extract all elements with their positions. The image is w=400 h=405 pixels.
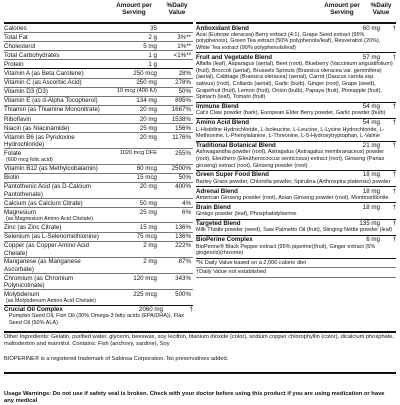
daily-value-header: %Daily Value (166, 2, 188, 17)
other-ingredients: Other Ingredients: Gelatin, purified water, glycerin, beeswax, soy lecithin, titanium dioxide (color), sodium copper chlorophyllin (color), dicalcium phosphate, maltodextrin and mannitol. Contains: Fish (anchovy, sardine), Soy (4, 334, 395, 348)
nutrient-amount: 20 mg (139, 115, 157, 123)
nutrient-row (4, 233, 193, 242)
blend-ingredients: Ginkgo powder (leaf), Phosphatidylserine (196, 211, 297, 218)
blend-name: Amino Acid Blend (196, 119, 250, 127)
nutrient-amount: 1020 mcg DFE (119, 149, 157, 156)
nutrient-daily-value: 1538% (171, 115, 191, 123)
nutrient-name (4, 223, 111, 231)
proprietary-blend (196, 187, 396, 203)
nutrient-daily-value: 255% (175, 149, 191, 157)
nutrient-amount: 20 mg (139, 106, 157, 114)
nutrient-label: Vitamin D3 (D3) (4, 88, 48, 96)
nutrient-label: Zinc (as Zinc Citrate) (4, 224, 62, 231)
blend-ingredients: Ashwagandha powder (root), Astragalus (Astragalus membranaceus) powder (root), Eleuthero (Eleutherococcus senticosus) extract (root), Ginseng (Panax ginseng) extract (root), Ginseng powder (root) (196, 149, 385, 169)
nutrient-amount: 25 mg (139, 124, 157, 132)
nutrient-amount: 250 mg (136, 79, 157, 87)
blend-amount: 54 mg (362, 103, 380, 111)
nutrient-daily-value: 500% (175, 290, 191, 298)
nutrient-amount: 225 mcg (133, 290, 157, 298)
nutrient-daily-value: 1667% (171, 106, 191, 114)
nutrient-name (4, 24, 111, 32)
nutrient-row (4, 106, 193, 115)
blend-dv: † (392, 236, 396, 244)
nutrient-daily-value: 87% (178, 258, 191, 266)
blend-dv: † (392, 24, 396, 32)
blend-amount: 57 mg (362, 53, 380, 61)
blend-dv: † (392, 53, 396, 61)
nutrient-amount: 2 mg (143, 242, 157, 250)
proprietary-blend (196, 171, 396, 187)
blend-name: Antioxidant Blend (196, 24, 249, 32)
blend-ingredients: Acai (Euterpe oleracea) Berry extract (4:1), Grape Seed extract (95% polyphenols), Green Tea extract (50% polyphenols/leaf), Resveratrol (20%), White Tea extract (90% polyphenols/leaf) (196, 31, 381, 51)
nutrient-label: Selenium (as L-Selenomethionine) (4, 233, 99, 241)
nutrient-row (4, 274, 193, 290)
nutrient-name (4, 290, 111, 304)
nutrient-row (4, 183, 193, 199)
nutrient-label: Copper (as Copper Amino Acid Chelate) (4, 242, 89, 257)
nutrient-label: Molybdenum (4, 290, 40, 298)
nutrient-name (4, 69, 111, 77)
nutrient-row (4, 97, 193, 106)
nutrient-amount: 250 mcg (133, 70, 157, 78)
nutrient-subtext: (as Molybdenum Amino Acid Chelate) (6, 298, 96, 305)
blend-ingredients: Cat's Claw powder (bark), European Elder Berry powder, Garlic powder (bulb) (196, 110, 386, 117)
nutrient-amount: 35 (150, 24, 157, 32)
nutrient-daily-value: 3%** (177, 33, 191, 41)
nutrient-amount: 1 g (148, 51, 157, 59)
proprietary-blend (196, 142, 396, 171)
nutrient-daily-value: 222% (175, 242, 191, 250)
proprietary-blend (196, 103, 396, 119)
nutrient-amount: 1 g (148, 60, 157, 68)
nutrient-amount: 20 mg (139, 183, 157, 191)
blend-amount: 54 mg (362, 119, 380, 127)
nutrient-label: Folate (4, 149, 22, 157)
blend-dv: † (392, 187, 396, 195)
nutrient-amount: 10 mcg (400 IU) (116, 88, 157, 95)
nutrient-daily-value (157, 24, 193, 25)
blend-amount: 2060 mg (138, 306, 163, 314)
nutrient-name (4, 183, 111, 198)
blend-name: Adrenal Blend (196, 187, 238, 195)
nutrient-label: Chromium (as Chromium Polynicotinate) (4, 274, 74, 289)
nutrient-row (4, 165, 193, 174)
nutrient-daily-value: 1%** (177, 42, 191, 50)
nutrient-row (4, 88, 193, 97)
left-column (4, 0, 193, 327)
proprietary-blend (196, 236, 396, 259)
right-header (196, 0, 396, 24)
nutrient-label: Total Fat (4, 33, 28, 41)
left-header (4, 0, 193, 24)
nutrient-amount: 50 mg (139, 199, 157, 207)
nutrient-name (4, 33, 111, 41)
footnote-not-established: †Daily Value not established (196, 268, 396, 278)
nutrient-label: Vitamin E (as d-Alpha Tocopherol) (4, 97, 98, 105)
blend-ingredients: American Ginseng powder (root), Asian Ginseng powder (root), Montmorillonite (196, 194, 389, 201)
nutrient-name (4, 199, 111, 207)
footnote-daily-value: *% Daily Value based on a 2,000 calorie diet (196, 259, 396, 269)
blend-ingredients: Alfalfa (leaf), Asparagus (aerial), Beet (root), Blueberry (Vaccinium angustifolium) (fruit), Broccoli (aerial), Brussels Sprouts (Brassica oleracea var. gemmifera) (aerial), Cabbage (Brassica oleracea) (aerial), Carrot (Daucus carota ssp. sativus) (root), Collards (aerial), Garlic (bulb), Ginger (root), Grape (seed), Grapefruit (fruit), Lemon (fruit), Onion (bulb), Papaya (fruit), Pineapple (fruit), Spinach (leaf), Tomato (fruit) (196, 61, 393, 101)
nutrient-amount: 120 mcg (133, 274, 157, 282)
nutrient-daily-value: 1176% (172, 133, 191, 141)
nutrient-row (4, 208, 193, 223)
blend-name: BioPerine Complex (196, 236, 253, 244)
nutrient-amount: 15 mg (139, 224, 157, 231)
nutrient-row (4, 42, 193, 51)
nutrient-label: Vitamin A (as Beta Carotene) (4, 70, 84, 78)
nutrient-amount: 60 mcg (136, 165, 157, 173)
nutrient-row (4, 223, 193, 232)
blend-dv: † (189, 306, 193, 314)
blend-dv: † (392, 142, 396, 150)
blend-ingredients: Barley Grass powder, Chlorella powder, Spirulina (Arthrospira platensis) powder (196, 178, 391, 185)
nutrient-name (4, 60, 111, 68)
nutrient-row (4, 258, 193, 274)
blend-ingredients: L-Histidine Hydrochloride, L-Isoleucine, L-Leucine, L-Lysine Hydrochloride, L-Methionine, L-Phenylalanine, L-Threonine, L-5-Hydroxytryptophan, L-Valine (196, 126, 385, 140)
nutrient-row (4, 24, 193, 33)
divider (4, 331, 396, 333)
blend-name: Traditional Botanical Blend (196, 142, 276, 150)
blend-name: Brain Blend (196, 203, 231, 211)
blend-dv: † (392, 171, 396, 179)
proprietary-blend (196, 203, 396, 219)
nutrient-label: Calories (4, 24, 27, 32)
nutrient-amount: 75 mcg (136, 233, 157, 241)
nutrient-row (4, 60, 193, 69)
nutrient-daily-value: <1%** (173, 51, 191, 59)
nutrient-amount: 2 mg (143, 258, 157, 266)
nutrient-name (4, 242, 111, 257)
nutrient-name (4, 51, 111, 59)
amount-per-serving-header: Amount per Serving (324, 2, 360, 17)
nutrient-label: Pantothenic Acid (as D-Calcium Pantothenate) (4, 183, 92, 198)
nutrient-row (4, 149, 193, 164)
nutrient-name (4, 88, 97, 96)
nutrient-name (4, 133, 111, 148)
nutrient-name (4, 106, 111, 114)
nutrient-amount: 20 mg (139, 133, 157, 141)
nutrient-label: Total Carbohydrates (4, 51, 60, 59)
blend-name: Targeted Blend (196, 220, 241, 228)
blend-amount: 6 mg (366, 236, 380, 244)
divider (4, 372, 396, 374)
nutrient-name (4, 274, 111, 289)
crucial-oil-complex (4, 306, 193, 328)
nutrient-daily-value: 136% (175, 224, 191, 231)
blend-amount: 135 mg (359, 220, 380, 228)
nutrient-amount: 15 mcg (136, 174, 157, 182)
nutrient-label: Niacin (as Niacinamide) (4, 124, 70, 132)
nutrient-daily-value: 2500% (171, 165, 191, 173)
proprietary-blend (196, 24, 396, 53)
nutrient-subtext: (600 mcg folic acid) (6, 157, 53, 164)
nutrient-label: Vitamin B6 (as Pyridoxine Hydrochloride) (4, 133, 75, 149)
nutrient-label: Riboflavin (4, 115, 32, 123)
nutrient-amount: 134 mg (136, 97, 157, 105)
right-column (196, 0, 396, 278)
nutrient-row (4, 174, 193, 183)
nutrient-daily-value: 278% (175, 79, 191, 87)
blend-list (196, 24, 396, 259)
nutrient-row (4, 290, 193, 305)
blend-ingredients: Pumpkin Seed Oil, Fish Oil (30% Omega-3 fatty acids (EPA/DHA)), Flax Seed Oil (50% ALA) (9, 313, 185, 326)
nutrient-label: Vitamin B12 (as Methylcobalamin) (4, 165, 98, 173)
proprietary-blend (196, 53, 396, 102)
blend-dv: † (392, 220, 396, 228)
nutrient-label: Vitamin C (as Ascorbic Acid) (4, 79, 82, 87)
nutrient-row (4, 242, 193, 258)
blend-name: Immune Blend (196, 103, 239, 111)
nutrient-name (4, 42, 111, 50)
nutrient-name (4, 124, 111, 132)
blend-name: Fruit and Vegetable Blend (196, 53, 272, 61)
blend-amount: 18 mg (362, 203, 380, 211)
usage-warnings: Usage Warnings: Do not use if safety seal is broken. Check with your doctor before using this product if you are using medication or have any medical (4, 391, 385, 404)
blend-ingredients: BioPerine® Black Pepper extract (95% piperine)(fruit), Ginger extract (5% gingerols)(rhizome) (196, 243, 376, 257)
nutrient-row (4, 124, 193, 133)
proprietary-blend (196, 119, 396, 142)
nutrient-name (4, 97, 111, 105)
nutrient-row (4, 33, 193, 42)
proprietary-blend (196, 220, 396, 236)
nutrient-daily-value: 343% (175, 274, 191, 282)
nutrient-daily-value: 50% (178, 174, 191, 182)
nutrient-daily-value: 50% (178, 88, 191, 96)
nutrient-amount: 5 mg (143, 42, 157, 50)
nutrient-daily-value (157, 60, 193, 61)
blend-amount: 21 mg (362, 142, 380, 150)
nutrient-row (4, 51, 193, 60)
nutrient-daily-value: 156% (175, 124, 191, 132)
nutrient-label: Protein (4, 60, 24, 68)
nutrient-row (4, 199, 193, 208)
nutrient-name (4, 233, 111, 241)
nutrient-amount: 25 mg (139, 208, 157, 216)
nutrient-row (4, 115, 193, 124)
blend-dv: † (392, 203, 396, 211)
blend-dv: † (392, 119, 396, 127)
nutrient-name (4, 115, 111, 123)
blend-amount: 60 mg (362, 24, 380, 32)
nutrient-label: Cholesterol (4, 42, 36, 50)
nutrient-daily-value: 400% (175, 183, 191, 191)
nutrient-subtext: (as Magnesium Amino Acid Chelate) (6, 216, 93, 223)
daily-value-header: %Daily Value (370, 2, 392, 17)
nutrient-daily-value: 6% (182, 208, 191, 216)
nutrient-label: Manganese (as Manganese Ascorbate) (4, 258, 81, 273)
blend-name: Crucial Oil Complex (4, 306, 63, 314)
nutrient-name (4, 258, 111, 273)
nutrient-name (4, 165, 111, 173)
blend-ingredients: Milk Thistle powder (seed), Saw Palmetto Oil (fruit), Stinging Nettle powder (leaf) (196, 227, 393, 234)
nutrient-row (4, 133, 193, 149)
nutrient-daily-value: 136% (175, 233, 191, 241)
nutrient-table (4, 24, 193, 306)
nutrient-label: Biotin (4, 174, 20, 182)
nutrient-name (4, 208, 111, 222)
nutrient-name (4, 174, 111, 182)
blend-amount: 18 mg (362, 187, 380, 195)
nutrient-label: Thiamin (as Thiamine Mononitrate) (4, 106, 100, 114)
nutrient-daily-value: 4% (182, 199, 191, 207)
nutrient-daily-value: 895% (175, 97, 191, 105)
nutrient-label: Calcium (as Calcium Citrate) (4, 199, 83, 207)
nutrient-daily-value: 28% (178, 70, 191, 78)
amount-per-serving-header: Amount per Serving (116, 2, 152, 17)
blend-name: Green Super Food Blend (196, 171, 269, 179)
nutrient-amount: 2 g (148, 33, 157, 41)
blend-dv: † (392, 103, 396, 111)
nutrient-label: Magnesium (4, 208, 36, 216)
nutrient-name (4, 79, 111, 87)
nutrient-row (4, 79, 193, 88)
nutrient-row (4, 69, 193, 78)
trademark-note: BIOPERINE® is a registered trademark of Sabinsa Corporation. No preservatives added. (4, 356, 229, 362)
blend-amount: 18 mg (362, 171, 380, 179)
nutrient-name (4, 149, 97, 163)
